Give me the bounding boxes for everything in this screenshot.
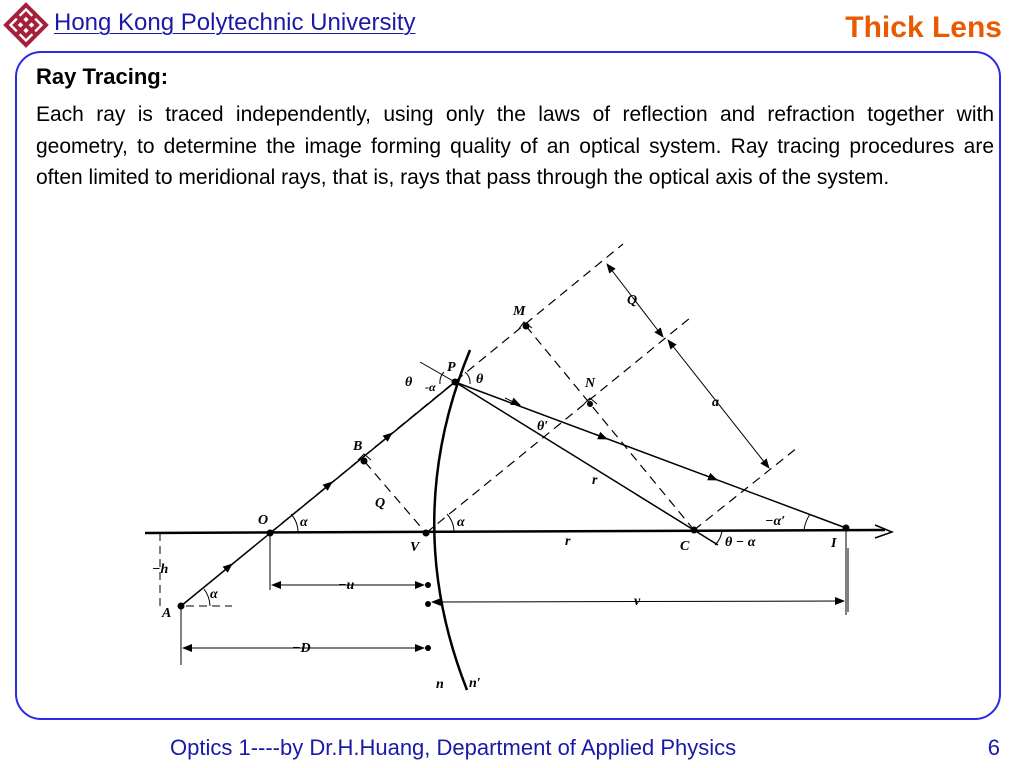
label-minus-D: −D	[292, 641, 311, 656]
point-M	[523, 323, 530, 330]
label-minus-alpha-prime: −α′	[765, 514, 786, 529]
point-P	[452, 379, 459, 386]
label-C: C	[680, 539, 690, 554]
label-theta-left: θ	[405, 375, 413, 390]
label-alpha-O: α	[300, 515, 308, 530]
label-n: n	[436, 677, 444, 692]
label-alpha-V: α	[457, 515, 465, 530]
point-C	[691, 527, 698, 534]
optical-axis	[145, 530, 885, 533]
label-V: V	[410, 540, 420, 555]
page-number: 6	[987, 735, 1000, 760]
refracted-ray	[455, 382, 846, 528]
label-n-prime: n′	[469, 676, 481, 691]
body-paragraph: Each ray is traced independently, using only the laws of reflection and refraction together with geometry, to determine the image forming quality of an optical system. Ray tracing procedures are often limited to meridional rays, that is, rays that pass through the optical axis of the system.	[36, 103, 994, 189]
university-logo	[2, 2, 50, 48]
ray-tracing-diagram	[140, 235, 900, 700]
point-B	[361, 458, 368, 465]
university-link[interactable]: Hong Kong Polytechnic University	[54, 9, 416, 36]
label-minus-alpha-p: -α	[425, 380, 436, 394]
label-theta-right: θ	[476, 372, 484, 387]
label-theta-prime: θ′	[537, 419, 549, 434]
label-Q-upper: Q	[627, 293, 638, 308]
point-N	[587, 401, 593, 407]
label-B: B	[353, 439, 363, 454]
label-v: v	[634, 594, 641, 609]
label-P: P	[447, 360, 456, 375]
label-minus-u: −u	[338, 578, 355, 593]
label-O: O	[258, 513, 269, 528]
footer-text: Optics 1----by Dr.H.Huang, Department of Applied Physics	[170, 735, 737, 760]
label-Q-lower: Q	[375, 496, 386, 511]
label-r-axis: r	[565, 534, 571, 549]
section-heading: Ray Tracing:	[36, 64, 169, 89]
label-r-upper: r	[592, 473, 598, 488]
slide-title: Thick Lens	[845, 11, 1002, 44]
label-I: I	[831, 536, 837, 551]
diagram-svg	[140, 235, 900, 695]
label-A: A	[162, 606, 172, 621]
label-a: a	[712, 395, 719, 410]
radius-line	[455, 382, 718, 545]
label-N: N	[585, 376, 596, 391]
label-alpha-A: α	[210, 587, 218, 602]
label-theta-minus-alpha: θ − α	[725, 535, 756, 550]
label-minus-h: −h	[152, 562, 169, 577]
point-V	[423, 530, 430, 537]
label-M: M	[513, 304, 526, 319]
